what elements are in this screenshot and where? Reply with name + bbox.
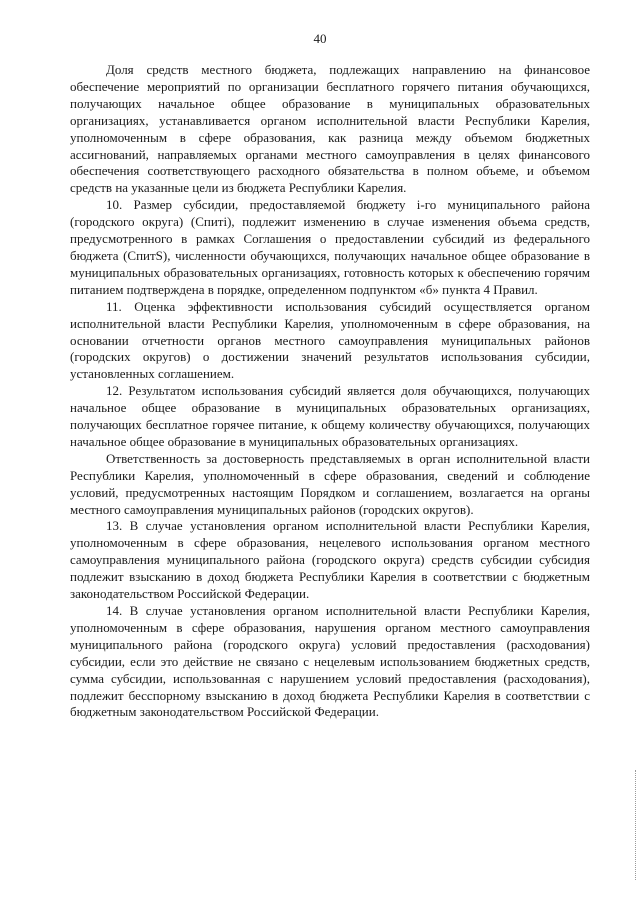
paragraph-10-subsidy-size: 10. Размер субсидии, предоставляемой бюджету i-го муниципального района (городского округа) (Спиті), подлежит изменению в случае изменения объема средств, предусмотренного в рамках Соглашения о предоставлении субсидий из федерального бюджета (СпитS), численности обучающихся, получающих начальное общее образование в муниципальных образовательных организациях, готовность которых к обеспечению горячим питанием подтверждена в порядке, определенном подпунктом «б» пункта 4 Правил. (70, 197, 590, 297)
paragraph-11-efficiency-assessment: 11. Оценка эффективности использования субсидий осуществляется органом исполнительной власти Республики Карелия, уполномоченным в сфере образования, на основании отчетности органов местного самоуправления муниципальных районов (городских округов) о достижении значений результатов использования субсидии, установленных соглашением. (70, 298, 590, 382)
scan-edge-mark (635, 770, 640, 880)
paragraph-responsibility: Ответственность за достоверность представляемых в орган исполнительной власти Республики Карелия, уполномоченный в сфере образования, сведений и соблюдение условий, предусмотренных настоящим Порядком и соглашением, возлагается на органы местного самоуправления муниципальных районов (городских округов). (70, 450, 590, 517)
paragraph-12-result-indicator: 12. Результатом использования субсидий является доля обучающихся, получающих начальное общее образование в муниципальных образовательных организациях, получающих бесплатное горячее питание, к общему количеству обучающихся, получающих начальное общее образование в муниципальных образовательных организациях. (70, 383, 590, 449)
page-number: 40 (313, 31, 327, 46)
document-body (70, 62, 590, 721)
paragraph-local-budget-share: Доля средств местного бюджета, подлежащих направлению на финансовое обеспечение мероприятий по организации бесплатного горячего питания обучающихся, получающих начальное общее образование в муниципальных образовательных организациях, устанавливается органом исполнительной власти Республики Карелия, уполномоченным в сфере образования, как разница между объемом бюджетных ассигнований, направляемых органами местного самоуправления в целях финансового обеспечения соответствующего расходного обязательства в полном объеме, и объемом средств на указанные цели из бюджета Республики Карелия. (70, 62, 590, 196)
paragraph-13-misuse-recovery: 13. В случае установления органом исполнительной власти Республики Карелия, уполномоченным в сфере образования, нецелевого использования органом местного самоуправления муниципального района (городского округа) средств субсидии субсидия подлежит взысканию в доход бюджета Республики Карелия в соответствии с бюджетным законодательством Российской Федерации. (70, 518, 590, 602)
paragraph-14-condition-violation: 14. В случае установления органом исполнительной власти Республики Карелия, уполномоченным в сфере образования, нарушения органом местного самоуправления муниципального района (городского округа) условий предоставления (расходования) субсидии, если это действие не связано с нецелевым использованием бюджетных средств, сумма субсидии, использованная с нарушением условий предоставления (расходования), подлежит бесспорному взысканию в доход бюджета Республики Карелия в соответствии с бюджетным законодательством Российской Федерации. (70, 603, 590, 720)
